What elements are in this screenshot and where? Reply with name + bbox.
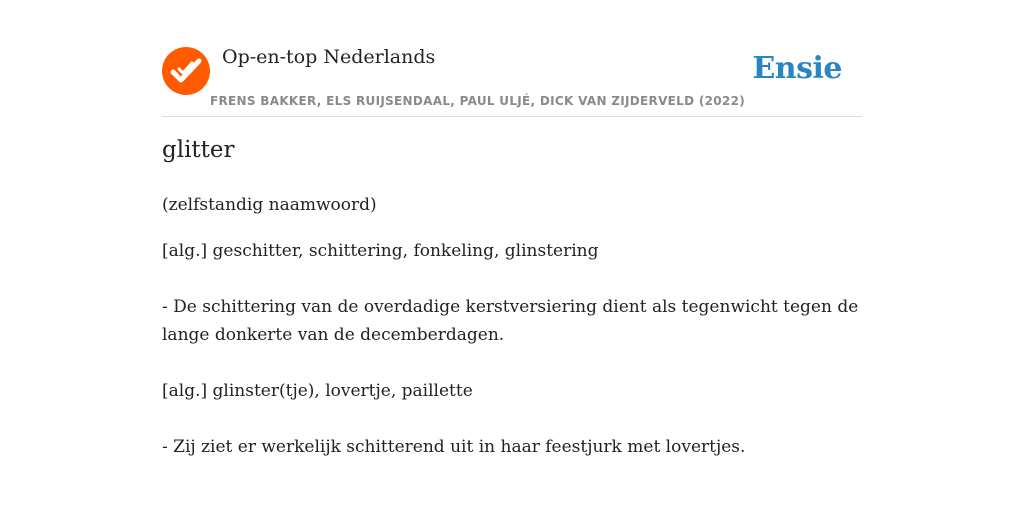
entry-headword: glitter xyxy=(162,137,235,163)
entry-definition: [alg.] geschitter, schittering, fonkeling, glinstering xyxy=(162,241,599,261)
entry-example: - Zij ziet er werkelijk schitterend uit in haar feestjurk met lovertjes. xyxy=(162,437,746,457)
checkmark-logo-icon xyxy=(162,47,210,95)
source-authors: FRENS BAKKER, ELS RUIJSENDAAL, PAUL ULJÉ, DICK VAN ZIJDERVELD (2022) xyxy=(210,94,746,108)
entry-example: - De schittering van de overdadige kerstversiering dient als tegenwicht tegen de lange donkerte van de decemberdagen. xyxy=(162,297,859,345)
entry-part-of-speech: (zelfstandig naamwoord) xyxy=(162,195,377,215)
dictionary-entry xyxy=(162,137,862,461)
entry-definition: [alg.] glinster(tje), lovertje, paillette xyxy=(162,381,473,401)
ensie-logo[interactable]: Ensie xyxy=(752,51,842,86)
source-title[interactable]: Op-en-top Nederlands xyxy=(222,46,436,68)
source-header xyxy=(162,40,862,117)
